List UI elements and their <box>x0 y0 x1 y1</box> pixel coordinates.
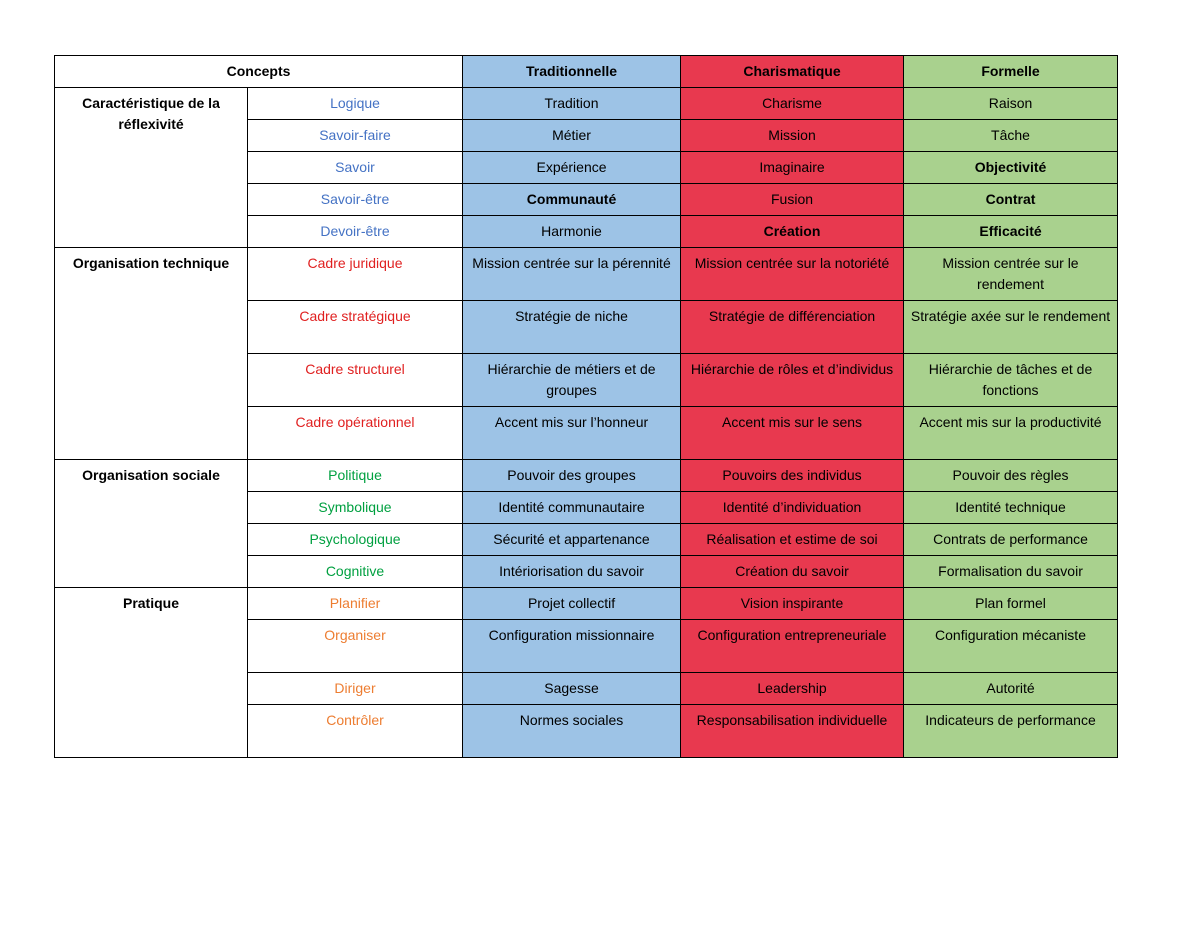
category-pratique: Pratique <box>55 588 248 758</box>
formelle-cell: Tâche <box>904 120 1118 152</box>
formelle-cell: Stratégie axée sur le rendement <box>904 301 1118 354</box>
concept-cell: Cognitive <box>248 556 463 588</box>
charismatique-cell: Réalisation et estime de soi <box>681 524 904 556</box>
formelle-cell: Identité technique <box>904 492 1118 524</box>
header-charismatique: Charismatique <box>681 56 904 88</box>
concept-cell: Cadre structurel <box>248 354 463 407</box>
concept-cell: Cadre juridique <box>248 248 463 301</box>
table-row <box>55 460 1118 492</box>
charismatique-cell: Hiérarchie de rôles et d’individus <box>681 354 904 407</box>
traditionnelle-cell: Accent mis sur l’honneur <box>463 407 681 460</box>
charismatique-cell: Responsabilisation individuelle <box>681 705 904 758</box>
concept-cell: Psychologique <box>248 524 463 556</box>
comparison-table <box>54 55 1118 758</box>
table-row <box>55 588 1118 620</box>
formelle-cell: Hiérarchie de tâches et de fonctions <box>904 354 1118 407</box>
traditionnelle-cell: Communauté <box>463 184 681 216</box>
formelle-cell: Contrats de performance <box>904 524 1118 556</box>
formelle-cell: Efficacité <box>904 216 1118 248</box>
formelle-cell: Configuration mécaniste <box>904 620 1118 673</box>
concept-cell: Planifier <box>248 588 463 620</box>
traditionnelle-cell: Sagesse <box>463 673 681 705</box>
concept-cell: Cadre opérationnel <box>248 407 463 460</box>
header-row <box>55 56 1118 88</box>
charismatique-cell: Fusion <box>681 184 904 216</box>
formelle-cell: Raison <box>904 88 1118 120</box>
traditionnelle-cell: Pouvoir des groupes <box>463 460 681 492</box>
traditionnelle-cell: Intériorisation du savoir <box>463 556 681 588</box>
formelle-cell: Accent mis sur la productivité <box>904 407 1118 460</box>
concept-cell: Logique <box>248 88 463 120</box>
concept-cell: Diriger <box>248 673 463 705</box>
category-reflexivite: Caractéristique de la réflexivité <box>55 88 248 248</box>
formelle-cell: Mission centrée sur le rendement <box>904 248 1118 301</box>
concept-cell: Devoir-être <box>248 216 463 248</box>
category-sociale: Organisation sociale <box>55 460 248 588</box>
traditionnelle-cell: Projet collectif <box>463 588 681 620</box>
formelle-cell: Indicateurs de performance <box>904 705 1118 758</box>
formelle-cell: Contrat <box>904 184 1118 216</box>
header-formelle: Formelle <box>904 56 1118 88</box>
concept-cell: Contrôler <box>248 705 463 758</box>
charismatique-cell: Configuration entrepreneuriale <box>681 620 904 673</box>
traditionnelle-cell: Métier <box>463 120 681 152</box>
traditionnelle-cell: Normes sociales <box>463 705 681 758</box>
traditionnelle-cell: Expérience <box>463 152 681 184</box>
traditionnelle-cell: Harmonie <box>463 216 681 248</box>
header-concepts: Concepts <box>55 56 463 88</box>
charismatique-cell: Imaginaire <box>681 152 904 184</box>
charismatique-cell: Création du savoir <box>681 556 904 588</box>
formelle-cell: Plan formel <box>904 588 1118 620</box>
charismatique-cell: Mission <box>681 120 904 152</box>
traditionnelle-cell: Configuration missionnaire <box>463 620 681 673</box>
category-technique: Organisation technique <box>55 248 248 460</box>
charismatique-cell: Identité d’individuation <box>681 492 904 524</box>
charismatique-cell: Pouvoirs des individus <box>681 460 904 492</box>
concept-cell: Symbolique <box>248 492 463 524</box>
formelle-cell: Objectivité <box>904 152 1118 184</box>
concept-cell: Organiser <box>248 620 463 673</box>
traditionnelle-cell: Mission centrée sur la pérennité <box>463 248 681 301</box>
traditionnelle-cell: Identité communautaire <box>463 492 681 524</box>
charismatique-cell: Accent mis sur le sens <box>681 407 904 460</box>
charismatique-cell: Stratégie de différenciation <box>681 301 904 354</box>
traditionnelle-cell: Stratégie de niche <box>463 301 681 354</box>
traditionnelle-cell: Tradition <box>463 88 681 120</box>
header-traditionnelle: Traditionnelle <box>463 56 681 88</box>
concept-cell: Savoir-faire <box>248 120 463 152</box>
concept-cell: Savoir-être <box>248 184 463 216</box>
concept-cell: Politique <box>248 460 463 492</box>
concept-cell: Cadre stratégique <box>248 301 463 354</box>
traditionnelle-cell: Sécurité et appartenance <box>463 524 681 556</box>
formelle-cell: Formalisation du savoir <box>904 556 1118 588</box>
charismatique-cell: Vision inspirante <box>681 588 904 620</box>
charismatique-cell: Leadership <box>681 673 904 705</box>
charismatique-cell: Création <box>681 216 904 248</box>
table-row <box>55 88 1118 120</box>
traditionnelle-cell: Hiérarchie de métiers et de groupes <box>463 354 681 407</box>
formelle-cell: Autorité <box>904 673 1118 705</box>
concept-cell: Savoir <box>248 152 463 184</box>
formelle-cell: Pouvoir des règles <box>904 460 1118 492</box>
charismatique-cell: Charisme <box>681 88 904 120</box>
table-row <box>55 248 1118 301</box>
charismatique-cell: Mission centrée sur la notoriété <box>681 248 904 301</box>
